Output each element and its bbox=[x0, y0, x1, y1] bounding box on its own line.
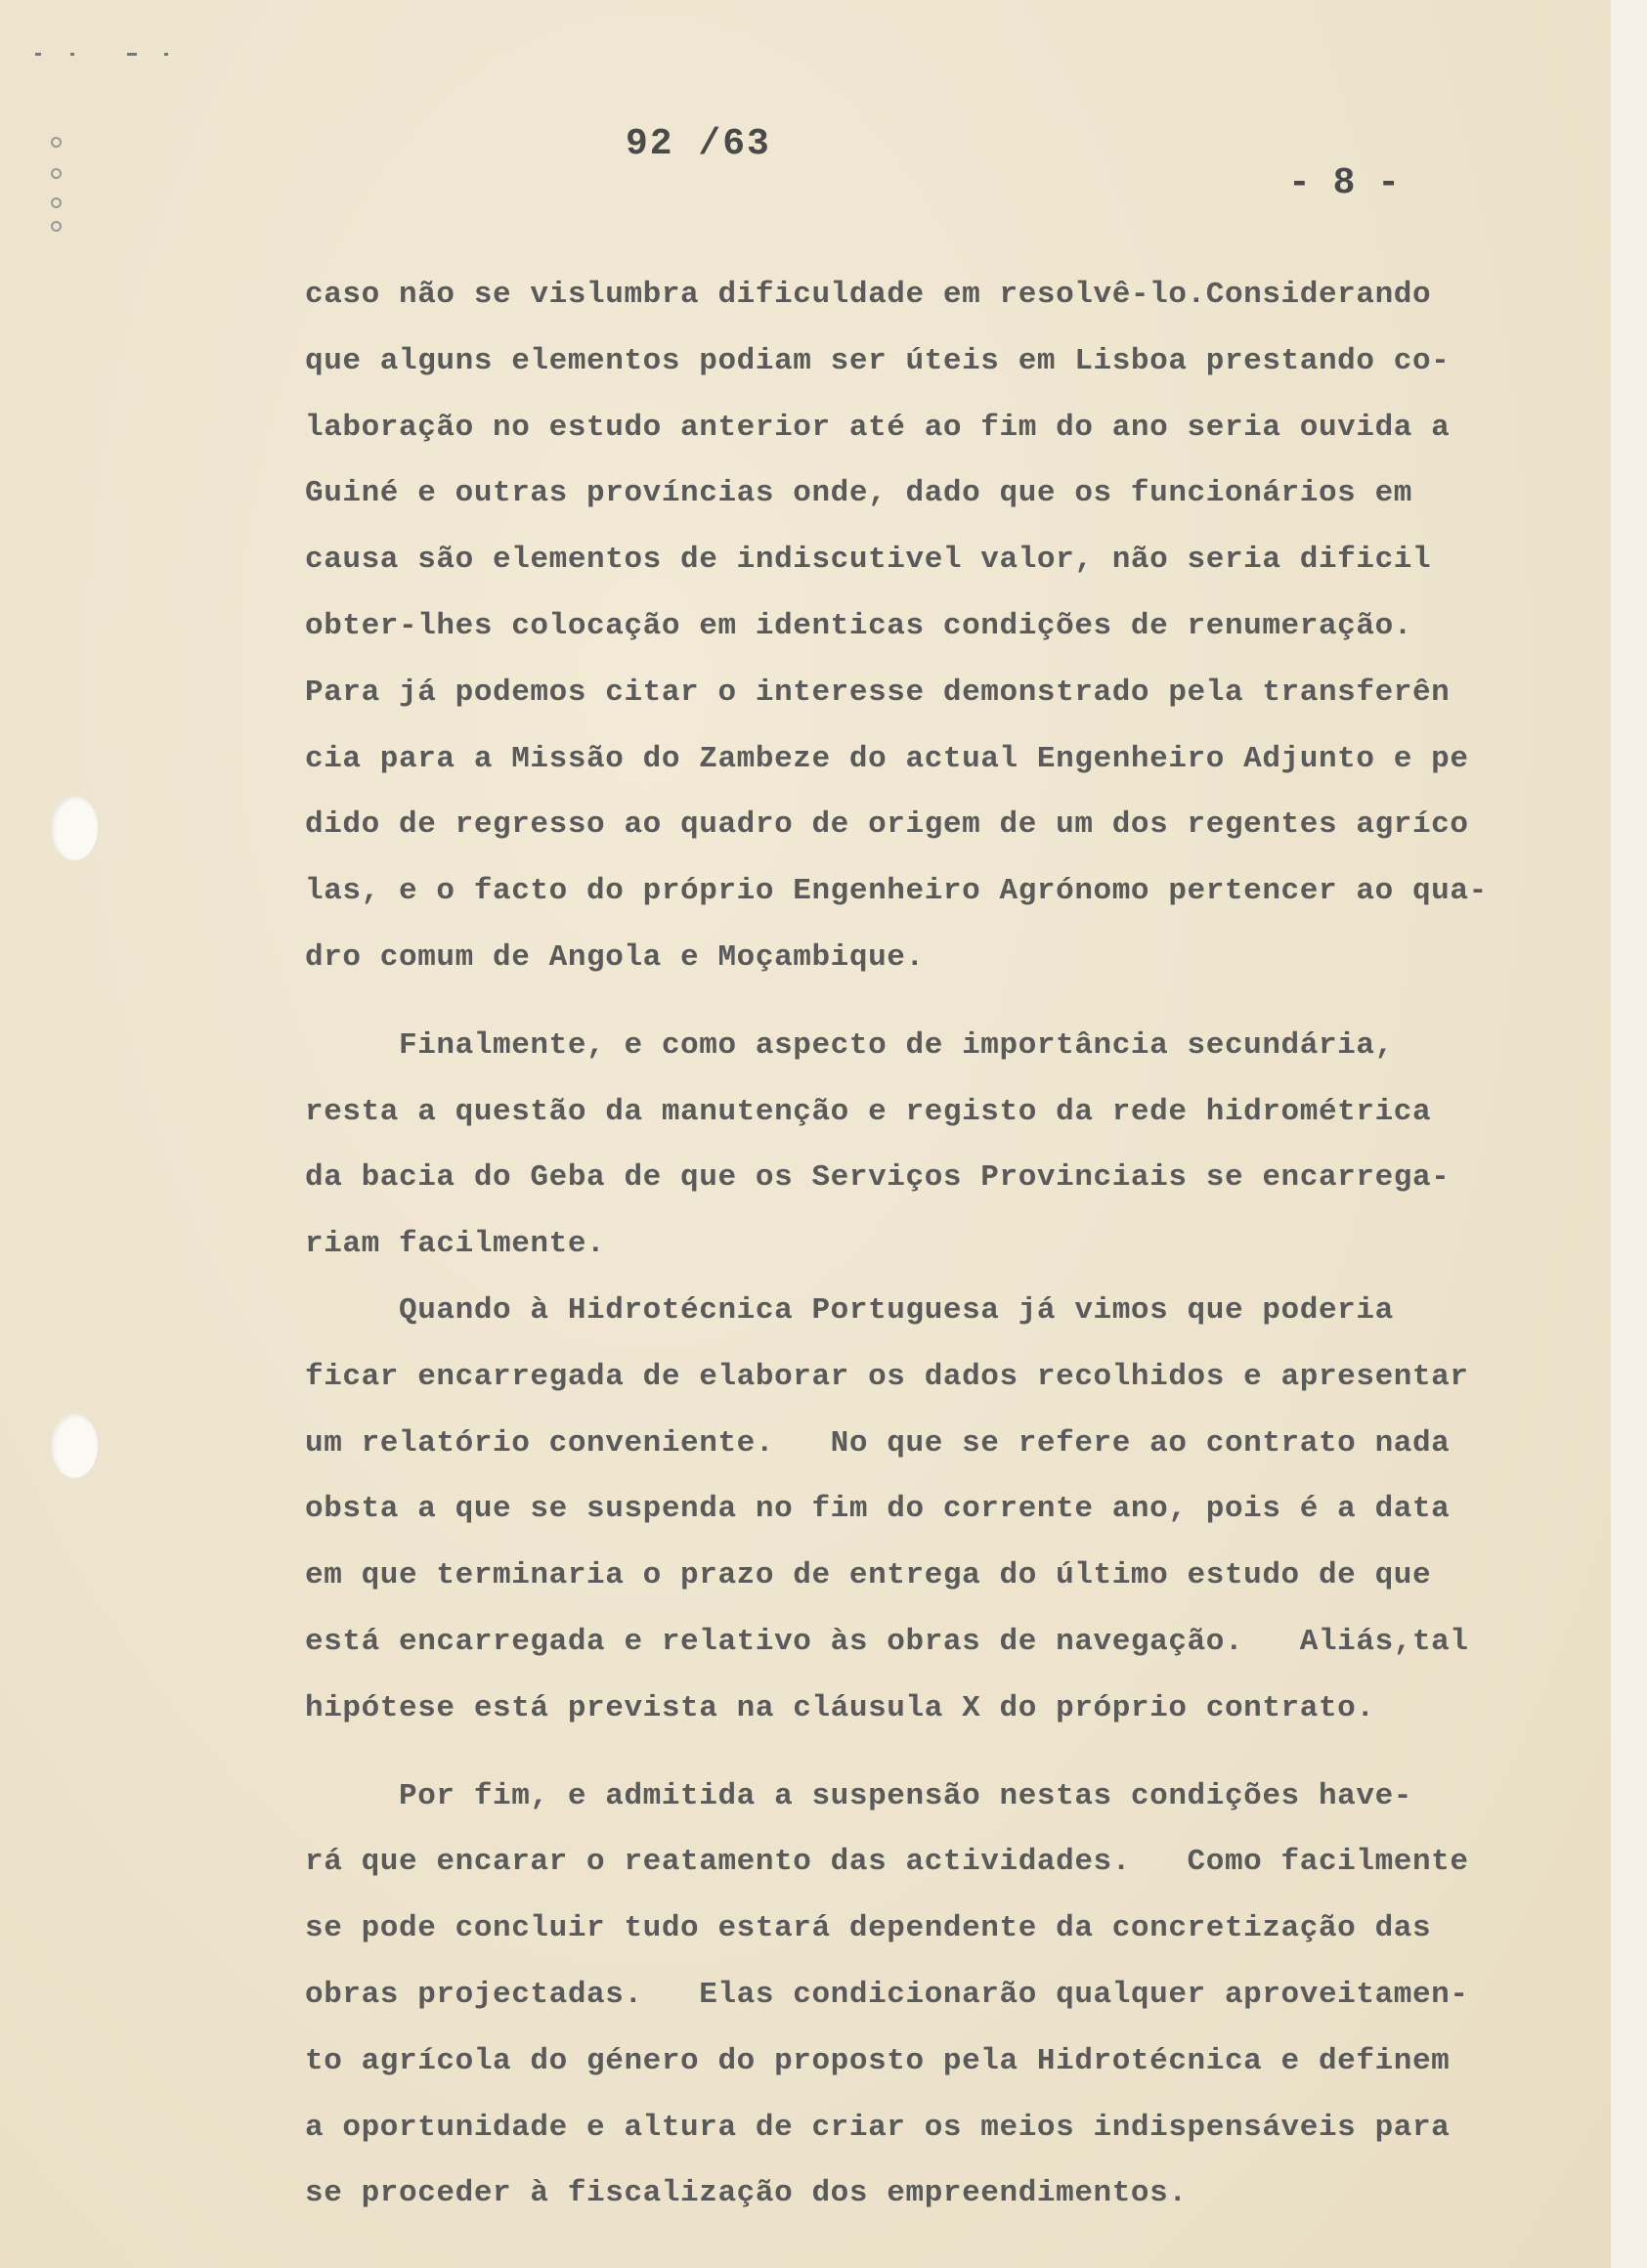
text-line: causa são elementos de indiscutivel valor, não seria dificil bbox=[305, 543, 1432, 578]
text-line: dro comum de Angola e Moçambique. bbox=[305, 939, 925, 975]
text-line: um relatório conveniente. No que se refere ao contrato nada bbox=[305, 1425, 1451, 1461]
text-line: se proceder à fiscalização dos empreendimentos. bbox=[305, 2176, 1188, 2211]
text-line: Para já podemos citar o interesse demonstrado pela transferên bbox=[305, 675, 1451, 710]
margin-dot bbox=[51, 197, 62, 208]
text-line: riam facilmente. bbox=[305, 1227, 606, 1262]
text-line: Guiné e outras províncias onde, dado que os funcionários em bbox=[305, 476, 1412, 511]
text-line: Quando à Hidrotécnica Portuguesa já vimos que poderia bbox=[305, 1292, 1394, 1328]
text-line: obsta a que se suspenda no fim do corrente ano, pois é a data bbox=[305, 1492, 1451, 1527]
paragraph-gap bbox=[305, 991, 1576, 1013]
text-line: dido de regresso ao quadro de origem de um dos regentes agríco bbox=[305, 807, 1469, 843]
text-line: caso não se vislumbra dificuldade em resolvê-lo.Considerando bbox=[305, 278, 1432, 312]
punch-hole bbox=[51, 1414, 98, 1478]
text-line: resta a questão da manutenção e registo da rede hidrométrica bbox=[305, 1094, 1432, 1129]
scribble-mark bbox=[35, 53, 41, 56]
scribble-mark bbox=[127, 53, 137, 56]
text-line: da bacia do Geba de que os Serviços Provinciais se encarrega- bbox=[305, 1160, 1451, 1196]
text-line: cia para a Missão do Zambeze do actual Engenheiro Adjunto e pe bbox=[305, 741, 1469, 776]
text-line: obras projectadas. Elas condicionarão qualquer aproveitamen- bbox=[305, 1977, 1469, 2012]
text-line: hipótese está prevista na cláusula X do próprio contrato. bbox=[305, 1690, 1375, 1725]
background-edge bbox=[1611, 0, 1647, 2268]
text-line: se pode concluir tudo estará dependente da concretização das bbox=[305, 1911, 1432, 1946]
body-text bbox=[305, 262, 1576, 2227]
text-line: Finalmente, e como aspecto de importância secundária, bbox=[305, 1027, 1394, 1063]
text-line: las, e o facto do próprio Engenheiro Agrónomo pertencer ao qua- bbox=[305, 874, 1488, 909]
margin-dot bbox=[51, 137, 62, 148]
text-line: Por fim, e admitida a suspensão nestas condições have- bbox=[305, 1778, 1412, 1813]
text-line: está encarregada e relativo às obras de navegação. Aliás,tal bbox=[305, 1624, 1469, 1659]
scribble-mark bbox=[164, 53, 168, 56]
text-line: em que terminaria o prazo de entrega do último estudo de que bbox=[305, 1558, 1432, 1593]
page-number: - 8 - bbox=[1288, 162, 1401, 204]
text-line: a oportunidade e altura de criar os meios indispensáveis para bbox=[305, 2110, 1451, 2145]
scribble-mark bbox=[70, 53, 74, 56]
punch-hole bbox=[51, 796, 98, 860]
text-line: obter-lhes colocação em identicas condições de renumeração. bbox=[305, 608, 1412, 643]
text-line: que alguns elementos podiam ser úteis em Lisboa prestando co- bbox=[305, 343, 1451, 378]
text-line: ficar encarregada de elaborar os dados recolhidos e apresentar bbox=[305, 1359, 1469, 1394]
margin-dot bbox=[51, 221, 62, 232]
folio-number: 92 /63 bbox=[626, 123, 771, 165]
text-line: rá que encarar o reatamento das actividades. Como facilmente bbox=[305, 1845, 1469, 1880]
margin-dot bbox=[51, 168, 62, 179]
text-line: laboração no estudo anterior até ao fim do ano seria ouvida a bbox=[305, 410, 1451, 445]
paragraph-gap bbox=[305, 1742, 1576, 1764]
text-line: to agrícola do género do proposto pela Hidrotécnica e definem bbox=[305, 2043, 1451, 2078]
